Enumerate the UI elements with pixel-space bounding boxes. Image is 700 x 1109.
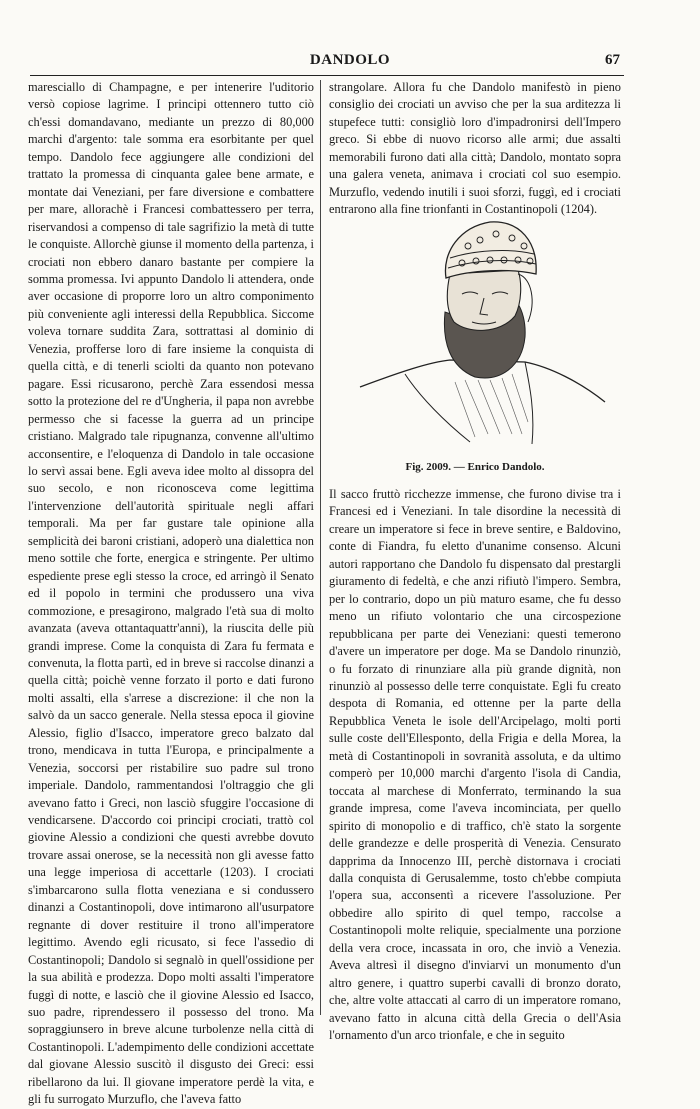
column-divider — [320, 80, 321, 1015]
doge-portrait-illustration — [350, 212, 610, 448]
right-column-top-text: strangolare. Allora fu che Dandolo manifestò in pieno consiglio dei crociati un avviso che per la sua arditezza li stupefece tutti: consigliò loro d'impadronirsi dell'Impero greco. Si ebbe di nuovo ricorso alle armi; due assalti memorabili furono dati alla città; Dandolo, montato sopra una galera veneta, animava i crociati col suo esempio. Murzuflo, vedendo inutili i suoi sforzi, fuggì, ed i crociati entrarono alla fine trionfanti in Costantinopoli (1204). — [329, 80, 621, 217]
left-column-text: maresciallo di Champagne, e per intenerire l'uditorio versò copiose lagrime. I principi ottennero tutto ciò ch'essi domandavano, mediante un prezzo di 80,000 marchi d'argento: tale somma era esorbitante per quel tempo. Dandolo fece aggiungere alle condizioni del trattato la promessa di cinquanta galee bene armate, e montate dai Veneziani, per fare diversione e combattere per mare, allorachè i Francesi combattessero per terra, riservandosi a compenso di tale sagrifizio la metà di tutte le conquiste. Allorchè giunse il momento della partenza, i crociati non ebbero danaro bastante per compiere la somma promessa. Ivi appunto Dandolo li attendera, onde aver occasione di proporre loro un altro componimento più conveniente agli interessi della Repubblica. Siccome voleva tornare suddita Zara, sottrattasi al dominio di Venezia, profferse loro di fare insieme la conquista di quella città, e di tenerli sciolti da quanto non potevano pagare. Essi ricusarono, perchè Zara essendosi messa sotto la protezione del re d'Ungheria, il papa non avrebbe permesso che si facesse la guerra ad un principe cristiano. Malgrado tale ripugnanza, convenne all'ultimo acconsentire, e l'eloquenza di Dandolo in tale occasione lo servì assai bene. Egli aveva idee molto al dissopra del suo secolo, e non riconosceva come legittima l'intervenzione dell'autorità spirituale negli affari temporali. Ma per far gustare tale opinione alla semplicità dei baroni cristiani, adoperò una dialettica non meno sottile che forte, energica e stringente. Per ultimo espediente prese egli stesso la croce, ed arringò il Senato ed il popolo in termini che produssero una viva commozione, e presagirono, malgrado l'età sua di molto avanzata (aveva ottantaquattr'anni), la riuscita delle più grandi imprese. Come la conquista di Zara fu fermata e convenuta, la flotta partì, ed in breve si raccolse dinanzi a quella città; poichè venne forzato il porto e dati furono molti assalti, ella s'arrese a discrezione: il che non la salvò da un sacco generale. Nella stessa epoca il giovine Alessio, figlio d'Isacco, imperatore greco balzato dal trono, mendicava in tutta l'Europa, e principalmente a Venezia, soccorsi per ristabilire suo padre sul trono imperiale. Dandolo, rammentandosi l'oltraggio che gli avevano fatto i Greci, non lasciò sfuggire l'occasione di vendicarsene. D'accordo coi principi crociati, trattò col giovine Alessio a condizioni che questi avrebbe dovuto trovare assai onerose, se la necessità non gli avesse fatto una legge imperiosa di accettarle (1203). I crociati s'imbarcarono sulla flotta veneziana e si condussero dinanzi a Costantinopoli, dove intimarono all'usurpatore regnante di dover restituire il trono all'imperatore legittimo. Avendo egli ricusato, si fece l'assedio di Costantinopoli; Dandolo si segnalò in quell'ossidione per la sua abilità e prodezza. Dopo molti assalti l'imperatore fuggì di notte, e lasciò che il giovine Alessio ed Isacco, suo padre, riprendessero il possesso del trono. Ma sopraggiunsero in breve alcune turbolenze nella città di Costantinopoli. L'adempimento delle condizioni accettate dal giovane Alessio suscitò il disgusto dei Greci: essi ribellarono da lui. Il giovane imperatore perdè la vita, e gli fu surrogato Murzuflo, che l'aveva fatto — [28, 80, 314, 1107]
running-head-title: DANDOLO — [309, 52, 391, 68]
header-rule — [30, 75, 624, 76]
page-number: 67 — [605, 52, 620, 68]
left-column — [28, 79, 314, 1109]
right-column-top — [329, 79, 621, 219]
right-column-bottom — [329, 486, 621, 1045]
right-column-bottom-text: Il sacco fruttò ricchezze immense, che furono divise tra i Francesi ed i Veneziani. In tale disordine la necessità di creare un imperatore si fece in breve sentire, e Baldovino, conte di Fiandra, fu eletto d'unanime consenso. Alcuni autori rapportano che Dandolo fu dispensato dal prestargli giuramento di fedeltà, e che anzi rifiutò l'impero. Sembra, per lo contrario, dopo un più maturo esame, che fu desso meno un rifiuto volontario che una circospezione repubblicana per parte dei Veneziani: questi temerono d'avere un imperatore per doge. Ma se Dandolo rinunziò, o fu forzato di rinunziare alla più grande dignità, non rinunziò al possesso delle terre conquistate. Egli fu creato despota di Romania, ed ottenne per la parte della Repubblica Veneta le isole dell'Arcipelago, molti porti sulle coste dell'Ellesponto, della Frigia e della Morea, la metà di Costantinopoli in sovranità assoluta, e da ultimo comperò per 10,000 marchi d'argento l'isola di Candia, toccata al marchese di Monferrato, terminando la sua grande impresa, come l'aveva incominciata, per quello spirito di monopolio e di traffico, ch'è stato la sorgente delle grandezze e delle prosperità di Venezia. Censurato dapprima da Innocenzo III, perchè distornava i crociati dalla conquista di Gerusalemme, tosto ch'ebbe compiuta l'opera sua, acconsentì a ricevere l'assoluzione. Per obbedire allo spirito di quel tempo, raccolse a Costantinopoli molte reliquie, specialmente una porzione della vera croce, incassata in oro, che inviò a Venezia. Aveva altresì il disegno d'inviarvi un monumento d'un altro genere, i quattro superbi cavalli di bronzo dorato, che, altre volte attaccati al carro di un imperatore romano, avevano fatto in alcuna città della Grecia o dell'Asia l'ornamento d'un arco trionfale, e che in seguito — [329, 487, 621, 1043]
figure-caption: Fig. 2009. — Enrico Dandolo. — [405, 461, 545, 473]
portrait-figure — [350, 212, 610, 448]
